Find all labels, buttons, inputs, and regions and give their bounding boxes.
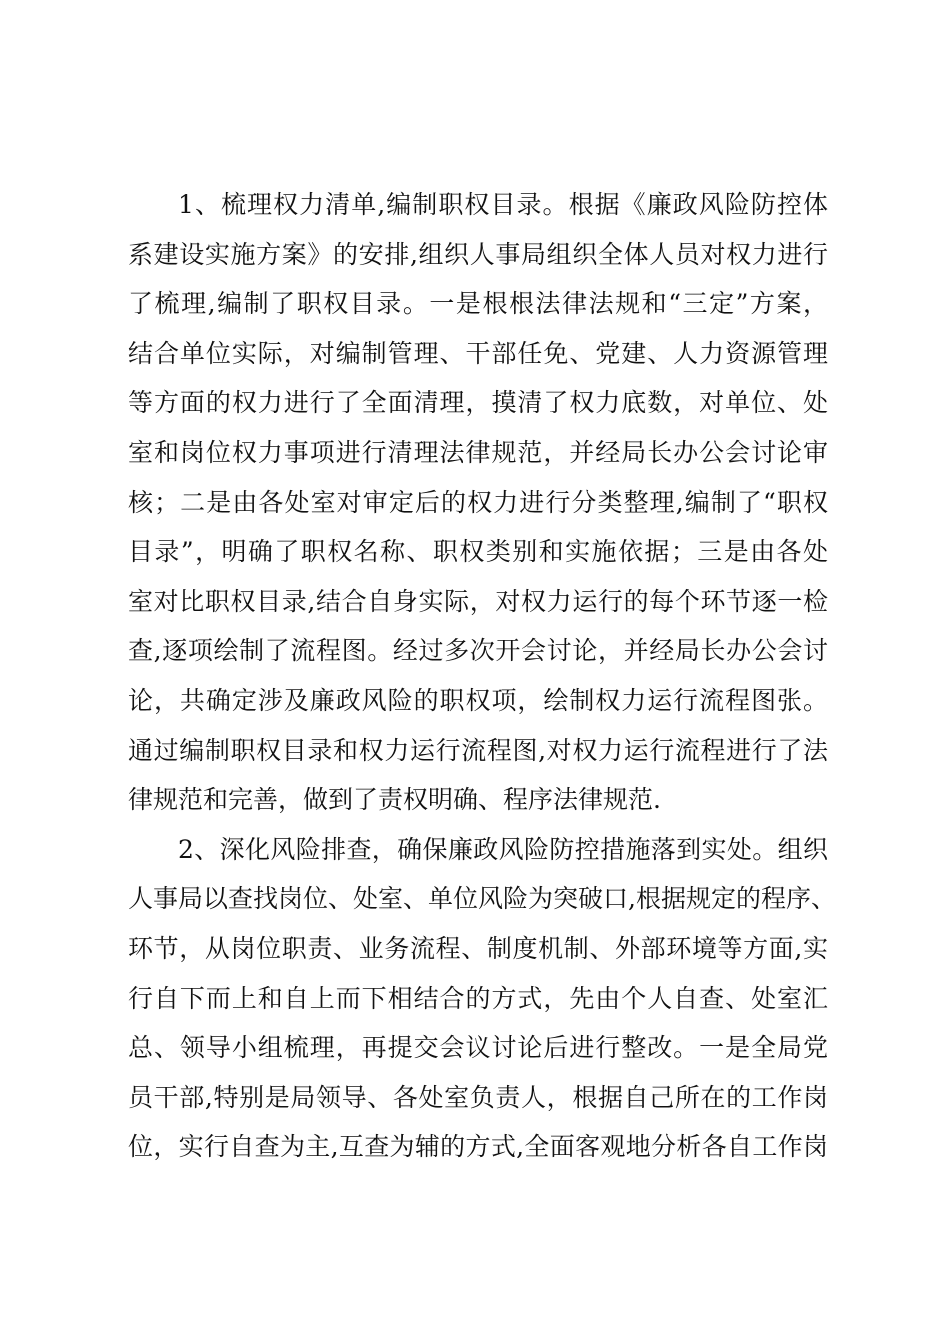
text-line: 1、梳理权力清单,编制职权目录。根据《廉政风险防控体 (178, 190, 828, 219)
text-line: 论，共确定涉及廉政风险的职权项，绘制权力运行流程图张。 (128, 685, 828, 715)
text-line: 2、深化风险排查，确保廉政风险防控措施落到实处。组织 (178, 834, 828, 864)
document-body (128, 180, 836, 1172)
paragraph-1 (128, 180, 828, 825)
paragraph-2 (128, 825, 836, 1172)
text-line: 结合单位实际，对编制管理、干部任免、党建、人力资源管理 (128, 338, 828, 368)
text-line: 室和岗位权力事项进行清理法律规范，并经局长办公会讨论审 (128, 437, 828, 467)
text-line: 了梳理,编制了职权目录。一是根根法律法规和“三定”方案， (128, 289, 828, 319)
text-line: 行自下而上和自上而下相结合的方式，先由个人自查、处室汇 (128, 983, 828, 1013)
text-line: 员干部,特别是局领导、各处室负责人，根据自己所在的工作岗 (128, 1082, 828, 1112)
text-line: 查,逐项绘制了流程图。经过多次开会讨论，并经局长办公会讨 (128, 636, 828, 666)
text-line: 等方面的权力进行了全面清理，摸清了权力底数，对单位、处 (128, 388, 828, 418)
text-line: 总、领导小组梳理，再提交会议讨论后进行整改。一是全局党 (128, 1033, 828, 1063)
text-line: 核；二是由各处室对审定后的权力进行分类整理,编制了“职权 (128, 487, 828, 517)
text-line: 人事局以查找岗位、处室、单位风险为突破口,根据规定的程序、 (128, 884, 836, 914)
text-line: 系建设实施方案》的安排,组织人事局组织全体人员对权力进行 (128, 239, 828, 269)
text-line: 环节，从岗位职责、业务流程、制度机制、外部环境等方面,实 (128, 933, 828, 963)
text-line: 通过编制职权目录和权力运行流程图,对权力运行流程进行了法 (128, 735, 828, 765)
text-line: 室对比职权目录,结合自身实际，对权力运行的每个环节逐一检 (128, 586, 828, 616)
text-line: 目录”，明确了职权名称、职权类别和实施依据；三是由各处 (128, 537, 828, 567)
text-line: 位，实行自查为主,互查为辅的方式,全面客观地分析各自工作岗 (128, 1132, 828, 1162)
text-line: 律规范和完善，做到了责权明确、程序法律规范. (128, 785, 661, 815)
